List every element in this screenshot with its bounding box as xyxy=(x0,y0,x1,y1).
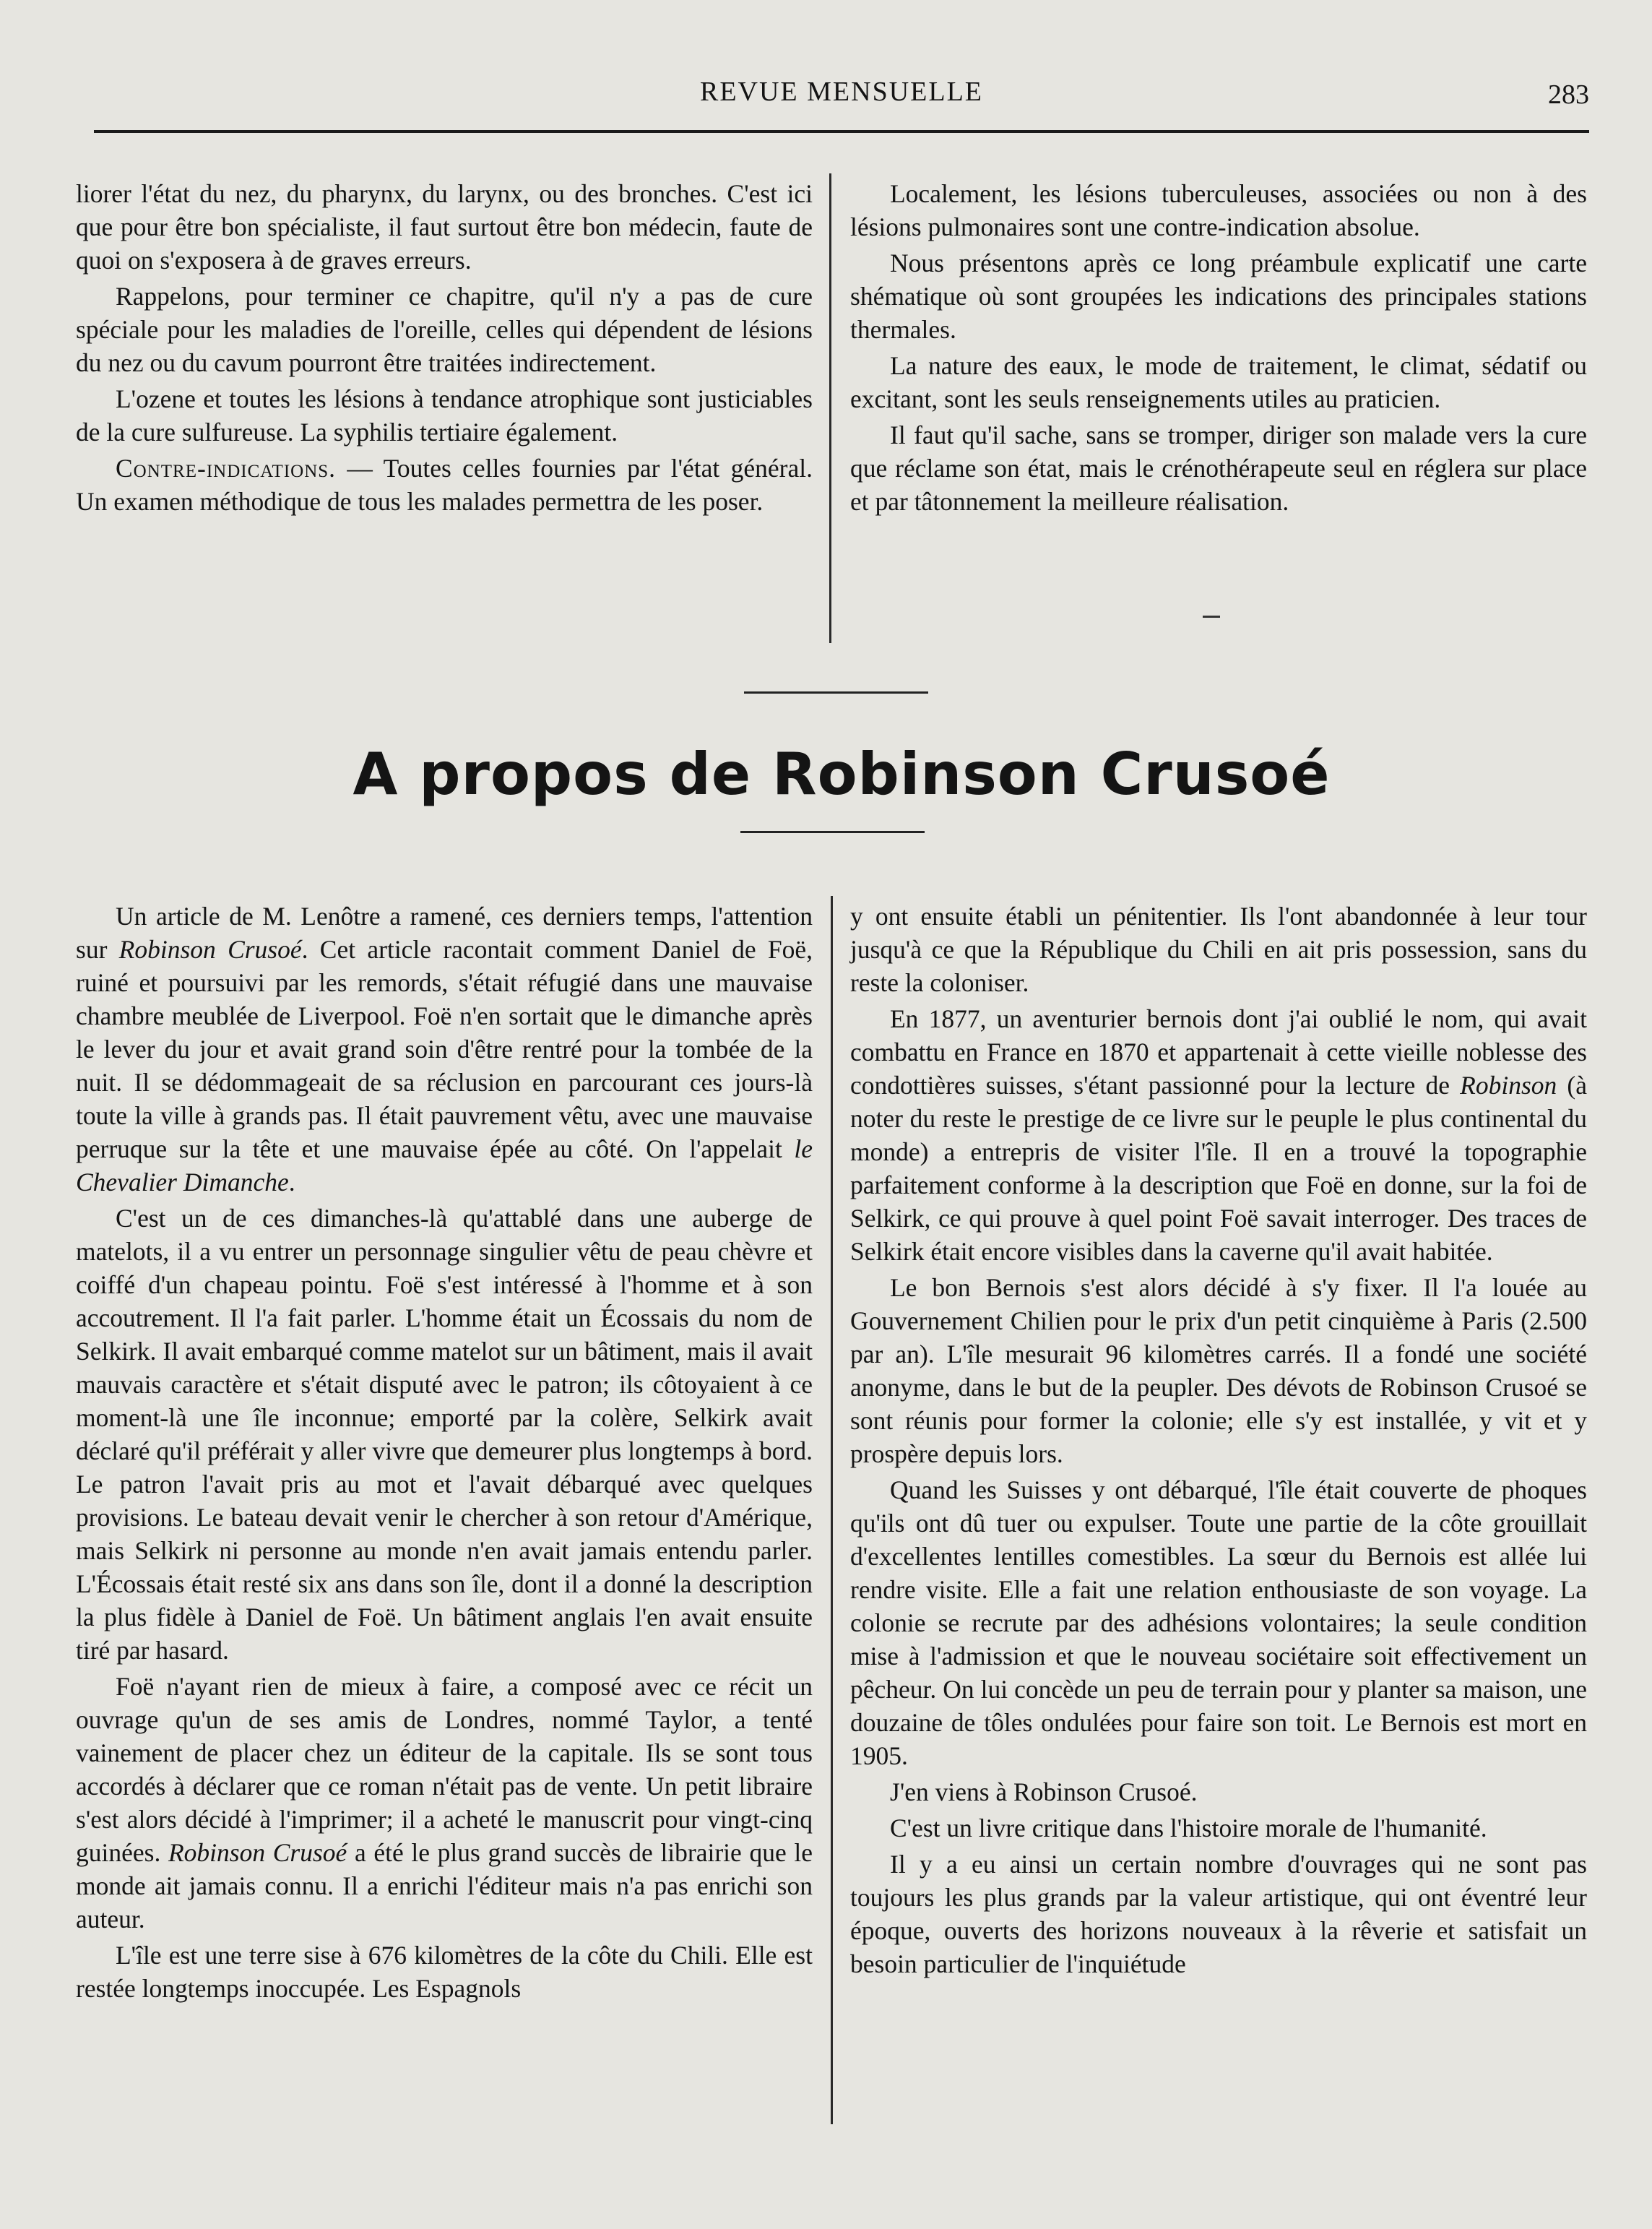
page-number: 283 xyxy=(1548,79,1589,110)
book-title: Robinson xyxy=(1460,1071,1557,1100)
paragraph: Localement, les lésions tuberculeuses, associées ou non à des lésions pulmonaires sont une contre-indication absolue. xyxy=(850,179,1587,241)
paragraph xyxy=(76,900,813,1199)
running-head: REVUE MENSUELLE xyxy=(699,77,984,107)
paragraph: J'en viens à Robinson Crusoé. xyxy=(890,1777,1198,1806)
book-title: Robinson Crusoé xyxy=(168,1838,347,1867)
end-dash xyxy=(1203,616,1220,618)
paragraph: Quand les Suisses y ont débarqué, l'île était couverte de phoques qu'ils ont dû tuer ou expulser. Toute une partie de la côte grouillait d'excellentes lentilles comestibles. La sœur du Bernois est allée lui rendre visite. Elle a fait une relation enthousiaste de son voyage. La colonie se recrute par des adhésions volontaires; la seule condition mise à l'admission et que le nouveau sociétaire soit effectivement un pêcheur. On lui concède un peu de terrain pour y planter sa maison, une douzaine de tôles ondulées pour faire son toit. Le Bernois est mort en 1905. xyxy=(850,1475,1587,1770)
paragraph: liorer l'état du nez, du pharynx, du larynx, ou des bronches. C'est ici que pour être bon spécialiste, il faut surtout être bon médecin, faute de quoi on s'exposera à de graves erreurs. xyxy=(76,179,813,275)
paragraph: Rappelons, pour terminer ce chapitre, qu'il n'y a pas de cure spéciale pour les maladies de l'oreille, celles qui dépendent de lésions du nez ou du cavum pourront être traitées indirectement. xyxy=(76,282,813,377)
title-rule-above xyxy=(744,691,928,694)
paragraph: L'île est une terre sise à 676 kilomètres de la côte du Chili. Elle est restée longtemps inoccupée. Les Espagnols xyxy=(76,1941,813,2003)
bottom-right-column xyxy=(850,900,1587,1983)
paragraph: C'est un livre critique dans l'histoire morale de l'humanité. xyxy=(890,1814,1487,1842)
paragraph: Le bon Bernois s'est alors décidé à s'y fixer. Il l'a louée au Gouvernement Chilien pour le prix d'un petit cinquième à Paris (2.500 par an). L'île mesurait 96 kilomètres carrés. Il a fondé une société anonyme, dans le but de la peupler. Des dévots de Robinson Crusoé se sont réunis pour former la colonie; elle s'y est installée, y vit et y prospère depuis lors. xyxy=(850,1273,1587,1468)
paragraph: y ont ensuite établi un pénitentier. Ils l'ont abandonnée à leur tour jusqu'à ce que la République du Chili en ait pris possession, sans du reste la coloniser. xyxy=(850,902,1587,997)
header-rule xyxy=(94,130,1589,133)
paragraph xyxy=(850,1002,1587,1268)
paragraph-text: . Cet article racontait comment Daniel de Foë, ruiné et poursuivi par les remords, s'était réfugié dans une mauvaise chambre meublée de Liverpool. Foë n'en sortait que le dimanche après le lever du jour et avait grand soin d'être rentré pour la tombée de la nuit. Il se dédommageait de sa réclusion en parcourant ces jours-là toute la ville à grands pas. Il était pauvrement vêtu, avec une mauvaise perruque sur la tête et une mauvaise épée au côté. On l'appelait xyxy=(76,935,813,1163)
book-title: Robinson Crusoé xyxy=(118,935,302,964)
nickname: le Chevalier Dimanche xyxy=(76,1134,813,1197)
paragraph-text: En 1877, un aventurier bernois dont j'ai oublié le nom, qui avait combattu en France en 1870 et appartenait à cette vieille noblesse des condottières suisses, s'étant passionné pour la lecture de xyxy=(850,1004,1587,1100)
paragraph-text: . xyxy=(288,1168,295,1197)
paragraph-text: Un article de M. Lenôtre a ramené, ces derniers temps, l'attention sur xyxy=(76,902,813,964)
article-title: A propos de Robinson Crusoé xyxy=(353,741,1331,808)
paragraph: Il y a eu ainsi un certain nombre d'ouvrages qui ne sont pas toujours les plus grands par la valeur artistique, qui ont éventré leur époque, ouverts des horizons nouveaux à la rêverie et satisfait un besoin particulier de l'inquiétude xyxy=(850,1850,1587,1978)
column-divider xyxy=(831,896,833,2124)
paragraph-text: a été le plus grand succès de librairie que le monde ait jamais connu. Il a enrichi l'éditeur mais n'a pas enrichi son auteur. xyxy=(76,1838,813,1933)
paragraph: La nature des eaux, le mode de traitement, le climat, sédatif ou excitant, sont les seuls renseignements utiles au praticien. xyxy=(850,351,1587,413)
section-label: Contre-indications. xyxy=(116,454,337,483)
column-divider xyxy=(829,173,831,643)
paragraph: Nous présentons après ce long préambule explicatif une carte shématique où sont groupées les indications des principales stations thermales. xyxy=(850,249,1587,344)
paragraph xyxy=(76,452,813,518)
paragraph-text: Foë n'ayant rien de mieux à faire, a composé avec ce récit un ouvrage qu'un de ses amis de Londres, nommé Taylor, a tenté vainement de placer chez un éditeur de la capitale. Ils se sont tous accordés à déclarer que ce roman n'était pas de vente. Un petit libraire s'est alors décidé à l'imprimer; il a acheté le manuscrit pour vingt-cinq guinées. xyxy=(76,1672,813,1867)
top-left-column xyxy=(76,177,813,521)
paragraph-text: (à noter du reste le prestige de ce livre sur le peuple le plus continental du monde) a entrepris de visiter l'île. Il en a trouvé la topographie parfaitement conforme à la description que Foë en donne, sur la foi de Selkirk, ce qui prouve à quel point Foë savait interroger. Des traces de Selkirk était encore visibles dans la caverne qu'il avait habitée. xyxy=(850,1071,1587,1266)
paragraph xyxy=(76,1670,813,1936)
title-rule-below xyxy=(740,831,925,833)
top-right-column xyxy=(850,177,1587,521)
paragraph: Il faut qu'il sache, sans se tromper, diriger son malade vers la cure que réclame son état, mais le crénothérapeute seul en réglera sur place et par tâtonnement la meilleure réalisation. xyxy=(850,421,1587,516)
page-header xyxy=(94,76,1589,119)
paragraph: L'ozene et toutes les lésions à tendance atrophique sont justiciables de la cure sulfureuse. La syphilis tertiaire également. xyxy=(76,384,813,447)
paragraph: C'est un de ces dimanches-là qu'attablé dans une auberge de matelots, il a vu entrer un personnage singulier vêtu de peau chèvre et coiffé d'un chapeau pointu. Foë s'est intéressé à l'homme et à son accoutrement. Il l'a fait parler. L'homme était un Écossais du nom de Selkirk. Il avait embarqué comme matelot sur un bâtiment, mais il avait mauvais caractère et s'était disputé avec le patron; ils côtoyaient à ce moment-là une île inconnue; emporté par la colère, Selkirk avait déclaré qu'il préférait y aller vivre que demeurer plus longtemps à bord. Le patron l'avait pris au mot et l'avait débarqué avec quelques provisions. Le bateau devait venir le chercher à son retour d'Amérique, mais Selkirk ni personne au monde n'en avait jamais entendu parler. L'Écossais était resté six ans dans son île, dont il a donné la description la plus fidèle à Daniel de Foë. Un bâtiment anglais l'en avait ensuite tiré par hasard. xyxy=(76,1204,813,1665)
bottom-left-column xyxy=(76,900,813,2008)
paragraph-text: — Toutes celles fournies par l'état général. Un examen méthodique de tous les malades permettra de les poser. xyxy=(76,454,813,516)
